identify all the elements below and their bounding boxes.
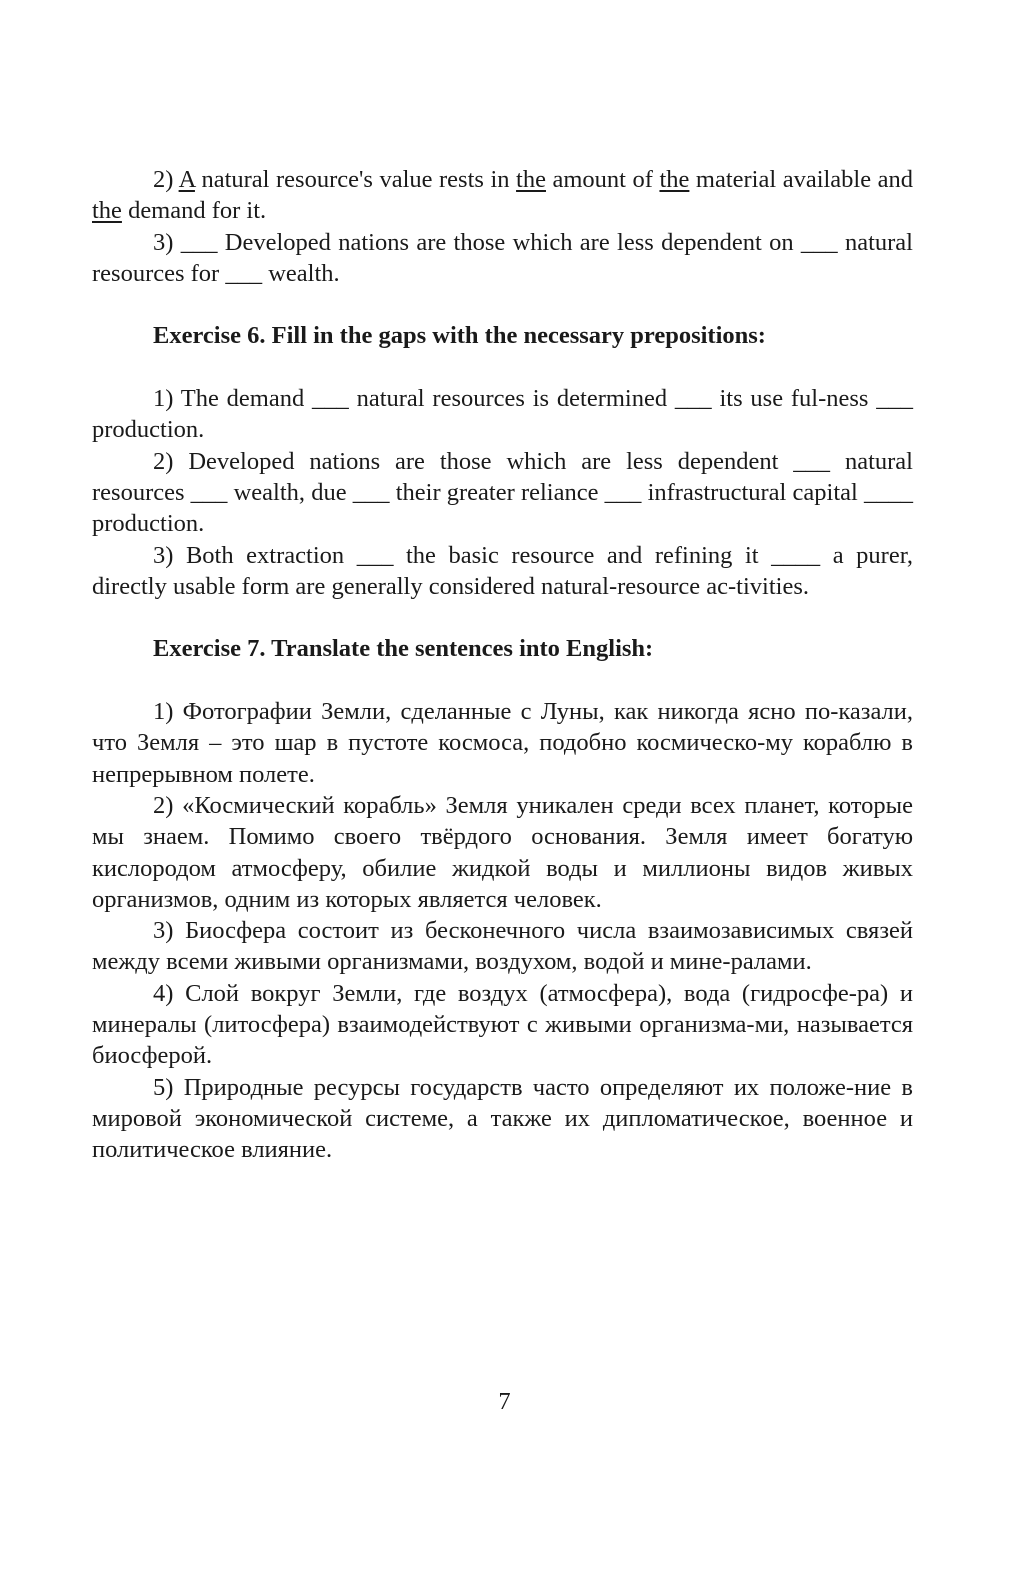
list-item: 2) Developed nations are those which are less dependent ___ natural resources ___ wealth, due ___ their greater reliance ___ infrastructural capital ____ production. xyxy=(92,447,913,538)
list-item: 1) Фотографии Земли, сделанные с Луны, как никогда ясно по-казали, что Земля – это шар в пустоте космоса, подобно космическо-му кораблю в непрерывном полете. xyxy=(92,698,913,788)
list-item: 2) A natural resource's value rests in the amount of the material available and the demand for it. xyxy=(92,166,914,225)
list-item: 3) ___ Developed nations are those which are less dependent on ___ natural resources for ___ wealth. xyxy=(92,228,913,287)
list-item: 4) Слой вокруг Земли, где воздух (атмосфера), вода (гидросфе-ра) и минералы (литосфера) взаимодействуют с живыми организма-ми, называется биосферой. xyxy=(92,979,913,1070)
underlined-article: the xyxy=(92,197,122,225)
list-item: 3) Both extraction ___ the basic resource and refining it ____ a purer, directly usable form are generally considered natural-resource ac-tivities. xyxy=(92,541,913,600)
exercise-7-title: Exercise 7. Translate the sentences into English: xyxy=(153,635,654,663)
list-item: 1) The demand ___ natural resources is determined ___ its use ful-ness ___ production. xyxy=(92,385,913,444)
page-number: 7 xyxy=(498,1388,511,1415)
underlined-article: the xyxy=(516,166,546,193)
exercise-6-title: Exercise 6. Fill in the gaps with the necessary prepositions: xyxy=(153,322,766,350)
underlined-article: A xyxy=(178,166,195,193)
page-body xyxy=(92,164,913,1166)
list-item: 5) Природные ресурсы государств часто определяют их положе-ние в мировой экономической системе, а также их дипломатическое, военное и политическое влияние. xyxy=(92,1073,913,1164)
underlined-article: the xyxy=(659,166,690,193)
list-item: 3) Биосфера состоит из бесконечного числа взаимозависимых связей между всеми живыми организмами, воздухом, водой и мине-ралами. xyxy=(92,917,913,976)
list-item: 2) «Космический корабль» Земля уникален среди всех планет, которые мы знаем. Помимо своего твёрдого основания. Земля имеет богатую кислородом атмосферу, обилие жидкой воды и миллионы видов живых организмов, одним из которых является человек. xyxy=(92,791,913,913)
